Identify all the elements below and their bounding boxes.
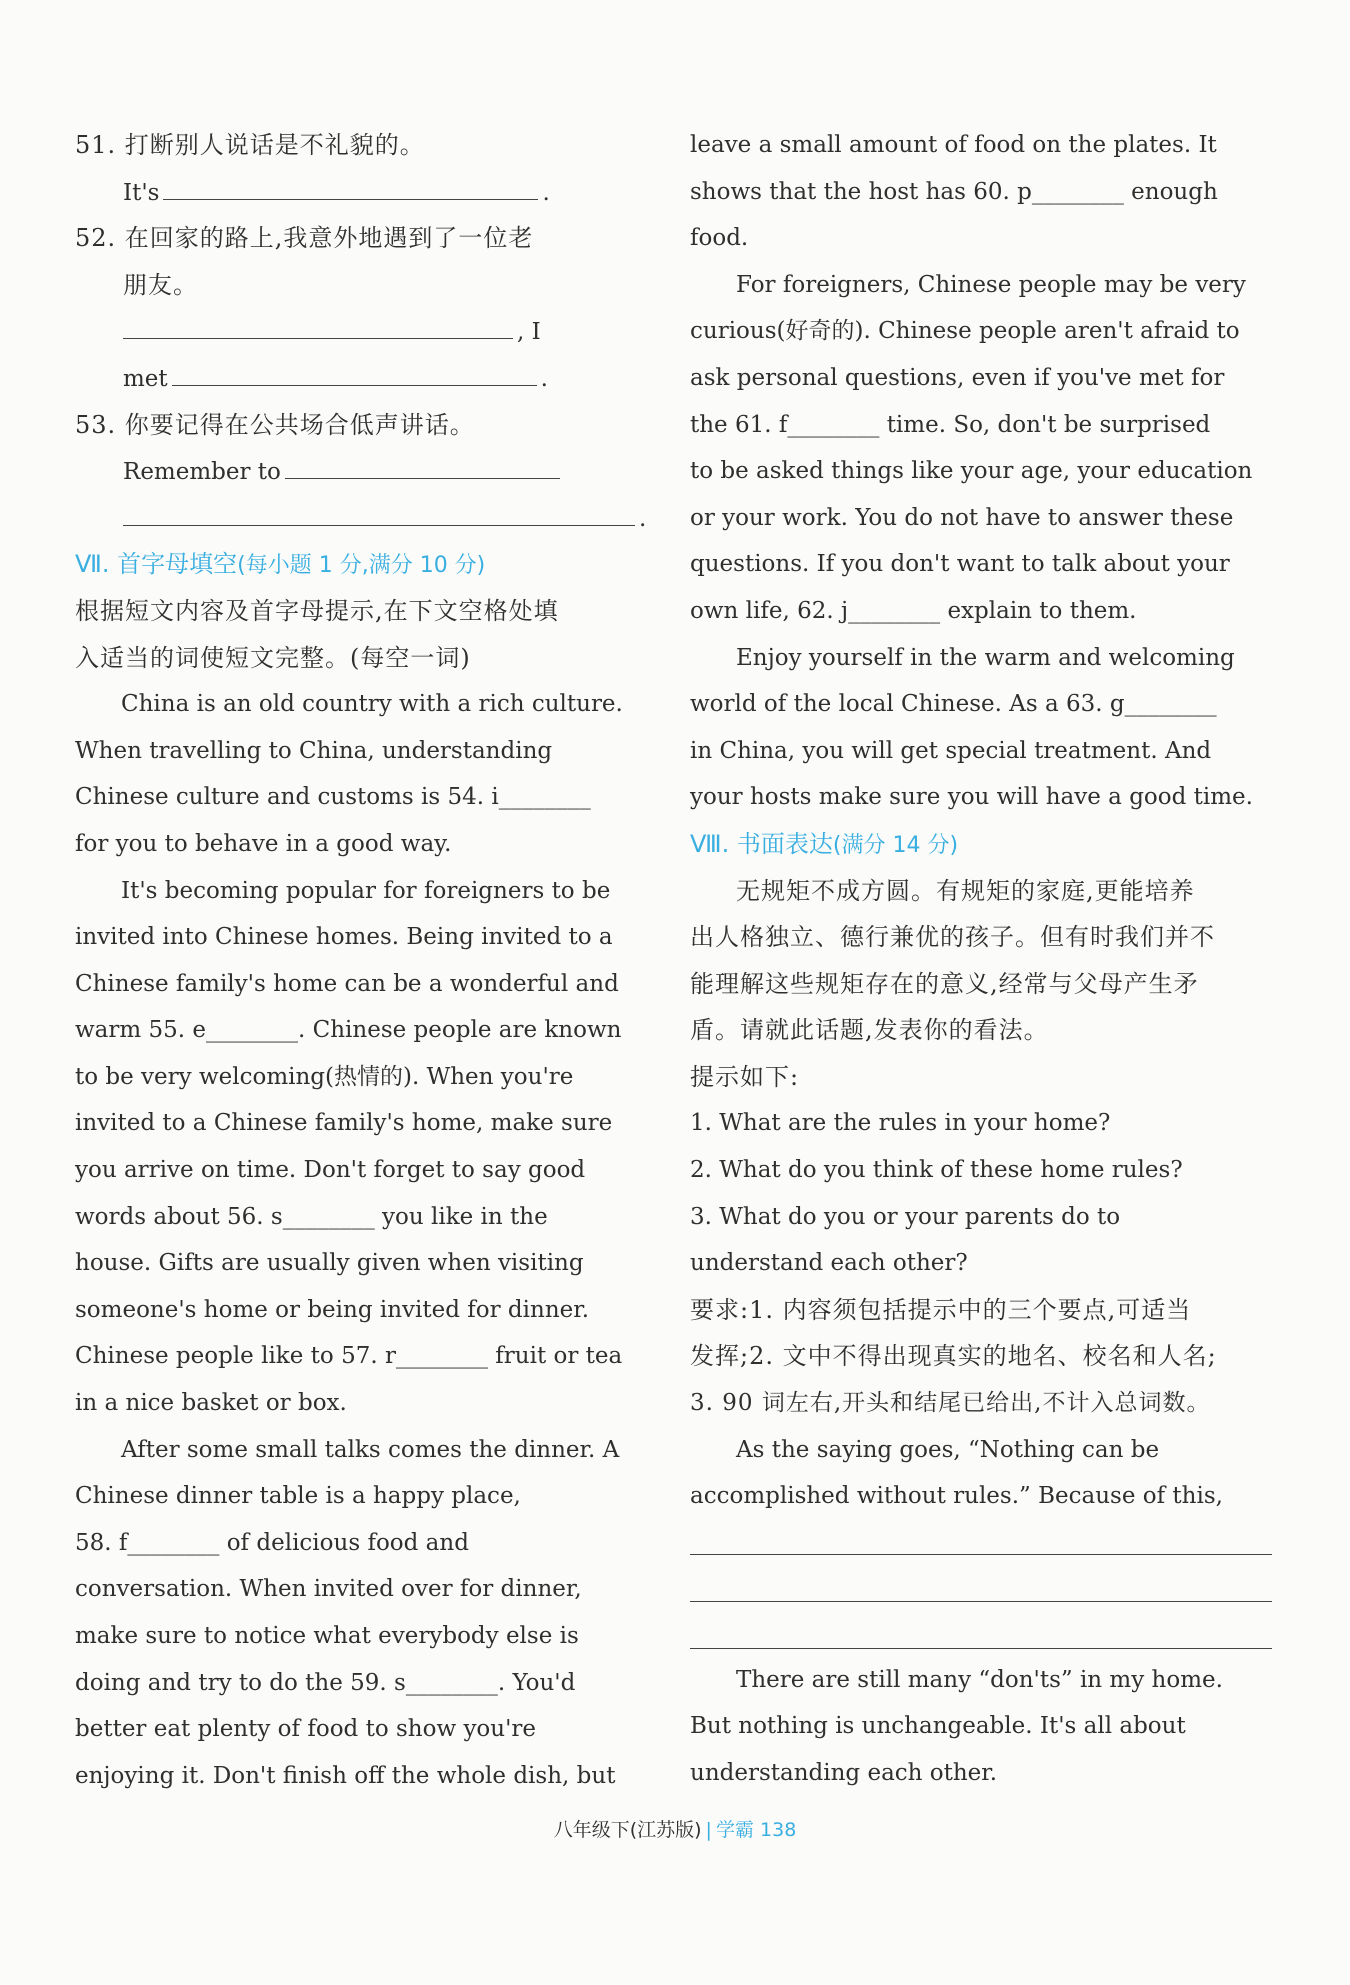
left-column <box>75 122 647 1799</box>
passage-line: questions. If you don't want to talk about your <box>690 551 1230 578</box>
passage-line: better eat plenty of food to show you're <box>75 1716 537 1743</box>
right-column <box>690 122 1272 1797</box>
q52-start2: met <box>123 365 168 392</box>
page-number: 138 <box>760 1819 797 1841</box>
section-7-heading <box>75 541 647 588</box>
opening-line: As the saying goes, “Nothing can be <box>736 1436 1160 1463</box>
passage-line: Chinese culture and customs is 54. i________ <box>75 784 591 811</box>
q52-mid: , I <box>517 319 541 346</box>
q53-blank-1[interactable] <box>285 448 560 479</box>
passage-line: invited to a Chinese family's home, make sure <box>75 1110 613 1137</box>
hints-title: 提示如下: <box>690 1062 800 1091</box>
passage-line: enjoying it. Don't finish off the whole dish, but <box>75 1762 616 1789</box>
passage-line: shows that the host has 60. p________ enough <box>690 178 1218 205</box>
q52-answer-line-1 <box>75 308 647 355</box>
writing-prompt-line: 无规矩不成方圆。有规矩的家庭,更能培养 <box>736 876 1195 905</box>
section-8-score: (满分 14 分) <box>832 832 959 858</box>
q53-answer-line-1 <box>75 448 647 495</box>
passage-line: leave a small amount of food on the plates. It <box>690 132 1217 158</box>
q51-blank[interactable] <box>163 169 538 200</box>
q51-prompt: 51. 打断别人说话是不礼貌的。 <box>75 131 425 159</box>
section-8-heading <box>690 821 1272 868</box>
requirement-line: 要求:1. 内容须包括提示中的三个要点,可适当 <box>690 1295 1192 1324</box>
q52-prompt-2: 朋友。 <box>123 270 198 299</box>
q53-start: Remember to <box>123 459 281 486</box>
q53-answer-line-2 <box>75 495 647 542</box>
q52-prompt-1 <box>75 215 647 262</box>
writing-prompt-line: 出人格独立、德行兼优的孩子。但有时我们并不 <box>690 923 1215 952</box>
passage-line: Chinese dinner table is a happy place, <box>75 1483 521 1510</box>
q52-answer-line-2 <box>75 355 647 402</box>
passage-line: own life, 62. j________ explain to them. <box>690 597 1137 624</box>
hint-item: 2. What do you think of these home rules? <box>690 1157 1183 1184</box>
q53-blank-2[interactable] <box>123 495 635 526</box>
passage-line: warm 55. e________. Chinese people are known <box>75 1017 622 1044</box>
opening-line: accomplished without rules.” Because of this, <box>690 1483 1223 1510</box>
instruction-line: 根据短文内容及首字母提示,在下文空格处填 <box>75 596 559 625</box>
passage-line: world of the local Chinese. As a 63. g________ <box>690 691 1217 718</box>
q53-end: . <box>639 505 647 532</box>
passage-line: make sure to notice what everybody else is <box>75 1623 579 1649</box>
passage-line: Chinese family's home can be a wonderful and <box>75 970 619 997</box>
passage-line: doing and try to do the 59. s________. You'd <box>75 1669 576 1696</box>
passage-line: curious(好奇的). Chinese people aren't afraid to <box>690 318 1240 345</box>
q52-prompt-text: 52. 在回家的路上,我意外地遇到了一位老 <box>75 224 534 253</box>
closing-line: But nothing is unchangeable. It's all about <box>690 1713 1186 1740</box>
passage-line: words about 56. s________ you like in the <box>75 1203 548 1230</box>
hint-item: 3. What do you or your parents do to <box>690 1203 1121 1230</box>
q51-start: It's <box>123 179 160 206</box>
writing-prompt-line: 盾。请就此话题,发表你的看法。 <box>690 1016 1049 1045</box>
passage-line: someone's home or being invited for dinner. <box>75 1296 590 1323</box>
passage-line: When travelling to China, understanding <box>75 737 553 764</box>
writing-answer-line[interactable] <box>690 1520 1272 1555</box>
page-footer <box>0 1815 1350 1842</box>
instruction-line: 入适当的词使短文完整。(每空一词) <box>75 643 471 672</box>
passage-line: For foreigners, Chinese people may be very <box>736 271 1246 298</box>
section-8-title: Ⅷ. 书面表达 <box>690 829 833 858</box>
passage-line: for you to behave in a good way. <box>75 830 452 857</box>
hint-item: understand each other? <box>690 1250 968 1277</box>
passage-line: ask personal questions, even if you've met for <box>690 364 1225 391</box>
footer-brand: 学霸 <box>715 1819 754 1841</box>
passage-line: Enjoy yourself in the warm and welcoming <box>736 644 1235 671</box>
passage-line: 58. f________ of delicious food and <box>75 1529 469 1556</box>
closing-line: There are still many “don'ts” in my home. <box>736 1666 1223 1693</box>
writing-answer-line[interactable] <box>690 1614 1272 1649</box>
passage-line: China is an old country with a rich culture. <box>121 691 623 718</box>
passage-line: house. Gifts are usually given when visiting <box>75 1250 584 1277</box>
passage-line: or your work. You do not have to answer these <box>690 504 1234 531</box>
passage-line: to be very welcoming(热情的). When you're <box>75 1063 574 1090</box>
footer-separator: | <box>705 1819 712 1841</box>
passage-line: to be asked things like your age, your education <box>690 458 1253 485</box>
passage-line: food. <box>690 225 749 252</box>
passage-line: the 61. f________ time. So, don't be surprised <box>690 411 1211 438</box>
footer-grade: 八年级下(江苏版) <box>553 1819 702 1841</box>
closing-line: understanding each other. <box>690 1760 998 1786</box>
q51-answer-line <box>75 169 647 216</box>
q52-blank-2[interactable] <box>172 355 537 386</box>
section-7-title: Ⅶ. 首字母填空 <box>75 550 238 579</box>
q52-blank-1[interactable] <box>123 308 513 339</box>
passage-line: conversation. When invited over for dinner, <box>75 1576 582 1603</box>
section-7-score: (每小题 1 分,满分 10 分) <box>237 553 486 579</box>
requirement-line: 3. 90 词左右,开头和结尾已给出,不计入总词数。 <box>690 1390 1211 1417</box>
q52-end: . <box>540 365 548 392</box>
writing-prompt-line: 能理解这些规矩存在的意义,经常与父母产生矛 <box>690 969 1199 998</box>
hint-item: 1. What are the rules in your home? <box>690 1110 1111 1137</box>
q53-prompt: 53. 你要记得在公共场合低声讲话。 <box>75 410 475 439</box>
passage-line: in a nice basket or box. <box>75 1390 347 1417</box>
passage-line: It's becoming popular for foreigners to be <box>121 877 611 904</box>
passage-line: After some small talks comes the dinner. A <box>121 1436 620 1463</box>
passage-line: invited into Chinese homes. Being invited to a <box>75 924 613 951</box>
passage-line: your hosts make sure you will have a good time. <box>690 784 1253 811</box>
passage-line: Chinese people like to 57. r________ fruit or tea <box>75 1343 623 1370</box>
requirement-line: 发挥;2. 文中不得出现真实的地名、校名和人名; <box>690 1342 1217 1371</box>
passage-line: you arrive on time. Don't forget to say good <box>75 1157 586 1184</box>
passage-line: in China, you will get special treatment. And <box>690 737 1212 764</box>
q51-end: . <box>542 179 550 206</box>
writing-answer-line[interactable] <box>690 1567 1272 1602</box>
